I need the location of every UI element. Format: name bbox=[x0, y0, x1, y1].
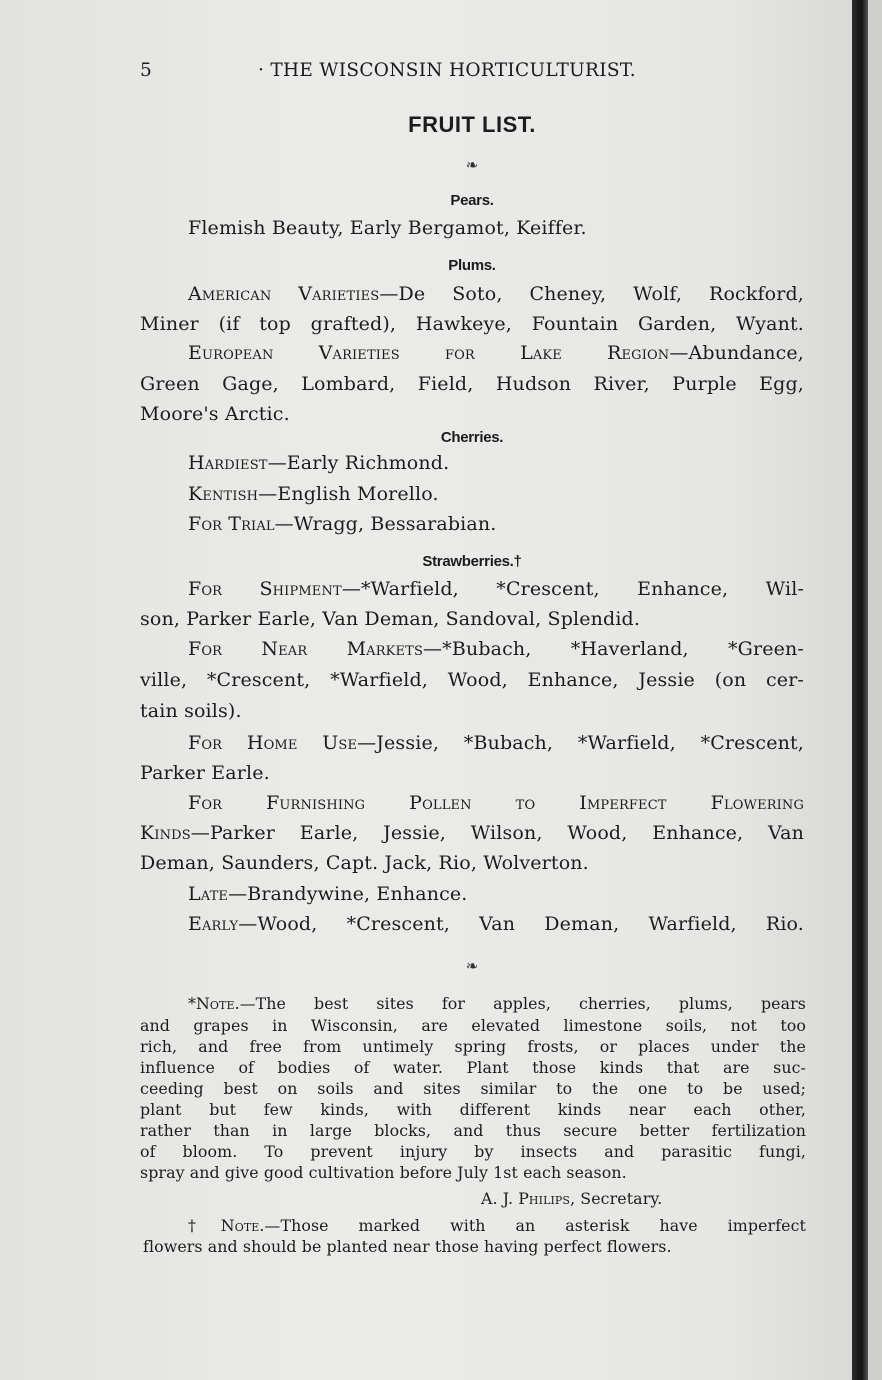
kentish-text: —English Morello. bbox=[258, 483, 439, 505]
strawberries-pollen-line-3: Deman, Saunders, Capt. Jack, Rio, Wolverton. bbox=[140, 852, 589, 874]
near-markets-label: For Near Markets bbox=[188, 638, 424, 660]
strawberries-shipment-line-2: son, Parker Earle, Van Deman, Sandoval, Splendid. bbox=[140, 608, 641, 630]
note1-line-7: rather than in large blocks, and thus secure better fertilization bbox=[140, 1121, 806, 1140]
book-spine bbox=[852, 0, 868, 1380]
running-title: · THE WISCONSIN HORTICULTURIST. bbox=[258, 60, 636, 81]
near-markets-text: —*Bubach, *Haverland, *Green- bbox=[423, 638, 804, 660]
cherries-hardiest-line bbox=[188, 452, 449, 474]
ornament-bottom-icon: ❧ bbox=[465, 957, 479, 975]
hardiest-label: Hardiest bbox=[188, 452, 268, 474]
ornament-top-icon: ❧ bbox=[465, 156, 479, 174]
signature-name: Philips bbox=[518, 1189, 571, 1208]
cherries-kentish-line bbox=[188, 483, 439, 505]
strawberries-home-line-2: Parker Earle. bbox=[140, 762, 270, 784]
european-varieties-label: European Varieties for Lake Region bbox=[188, 342, 670, 364]
cherries-trial-line bbox=[188, 513, 496, 535]
plums-american-line bbox=[188, 283, 804, 305]
shipment-text: —*Warfield, *Crescent, Enhance, Wil- bbox=[341, 578, 804, 600]
note1-line-1 bbox=[188, 994, 806, 1013]
strawberries-pollen-line: For Furnishing Pollen to Imperfect Flowering bbox=[188, 792, 804, 814]
note1-line-8: of bloom. To prevent injury by insects and parasitic fungi, bbox=[140, 1142, 806, 1161]
late-text: —Brandywine, Enhance. bbox=[228, 883, 468, 905]
plums-european-line-3: Moore's Arctic. bbox=[140, 403, 290, 425]
page-title: FRUIT LIST. bbox=[408, 112, 536, 137]
note1-line-2: and grapes in Wisconsin, are elevated limestone soils, not too bbox=[140, 1016, 806, 1035]
american-varieties-text: —De Soto, Cheney, Wolf, Rockford, bbox=[379, 283, 804, 305]
strawberries-home-line bbox=[188, 732, 804, 754]
home-use-text: —Jessie, *Bubach, *Warfield, *Crescent, bbox=[357, 732, 804, 754]
note1-line-3: rich, and free from untimely spring frosts, or places under the bbox=[140, 1037, 806, 1056]
trial-label: For Trial bbox=[188, 513, 275, 535]
pollen-text: —Parker Earle, Jessie, Wilson, Wood, Enhance, Van bbox=[190, 822, 804, 844]
plums-european-line bbox=[188, 342, 804, 364]
note1-signature bbox=[481, 1189, 662, 1208]
trial-text: —Wragg, Bessarabian. bbox=[274, 513, 497, 535]
signature-initials: A. J. bbox=[481, 1189, 514, 1208]
pears-heading: Pears. bbox=[450, 192, 494, 209]
strawberries-near-line-2: ville, *Crescent, *Warfield, Wood, Enhance, Jessie (on cer- bbox=[140, 669, 804, 691]
shipment-label: For Shipment bbox=[188, 578, 342, 600]
plums-heading: Plums. bbox=[448, 257, 496, 274]
strawberries-early-line bbox=[188, 913, 804, 935]
plums-european-line-2: Green Gage, Lombard, Field, Hudson River, Purple Egg, bbox=[140, 373, 804, 395]
early-label: Early bbox=[188, 913, 239, 935]
signature-title: , Secretary. bbox=[570, 1189, 663, 1208]
note1-label: *Note. bbox=[188, 994, 240, 1013]
late-label: Late bbox=[188, 883, 229, 905]
note1-line-4: influence of bodies of water. Plant those kinds that are suc- bbox=[140, 1058, 806, 1077]
cherries-heading: Cherries. bbox=[440, 429, 504, 446]
strawberries-pollen-line-2 bbox=[140, 822, 804, 844]
note2-line-2: flowers and should be planted near those having perfect flowers. bbox=[143, 1237, 672, 1256]
hardiest-text: —Early Richmond. bbox=[267, 452, 450, 474]
note2-line-1 bbox=[188, 1216, 806, 1235]
pears-line: Flemish Beauty, Early Bergamot, Keiffer. bbox=[188, 217, 587, 239]
strawberries-late-line bbox=[188, 883, 467, 905]
note1-line-9: spray and give good cultivation before July 1st each season. bbox=[140, 1163, 627, 1182]
note1-line-6: plant but few kinds, with different kinds near each other, bbox=[140, 1100, 806, 1119]
note1-line-5: ceeding best on soils and sites similar to the one to be used; bbox=[140, 1079, 806, 1098]
kentish-label: Kentish bbox=[188, 483, 259, 505]
strawberries-near-line-3: tain soils). bbox=[140, 700, 242, 722]
note1-text: —The best sites for apples, cherries, plums, pears bbox=[239, 994, 806, 1013]
home-use-label: For Home Use bbox=[188, 732, 358, 754]
plums-american-line-2: Miner (if top grafted), Hawkeye, Fountain Garden, Wyant. bbox=[140, 313, 804, 335]
pollen-kinds-label: Kinds bbox=[140, 822, 191, 844]
american-varieties-label: American Varieties bbox=[188, 283, 380, 305]
european-varieties-text: —Abundance, bbox=[669, 342, 804, 364]
running-head bbox=[140, 60, 712, 86]
strawberries-shipment-line bbox=[188, 578, 804, 600]
strawberries-heading: Strawberries.† bbox=[422, 553, 522, 570]
early-text: —Wood, *Crescent, Van Deman, Warfield, Rio. bbox=[238, 913, 804, 935]
page-edge bbox=[868, 0, 882, 1380]
note2-text: —Those marked with an asterisk have imperfect bbox=[264, 1216, 806, 1235]
strawberries-near-line bbox=[188, 638, 804, 660]
page-number: 5 bbox=[140, 60, 153, 81]
note2-label: †Note. bbox=[188, 1216, 265, 1235]
